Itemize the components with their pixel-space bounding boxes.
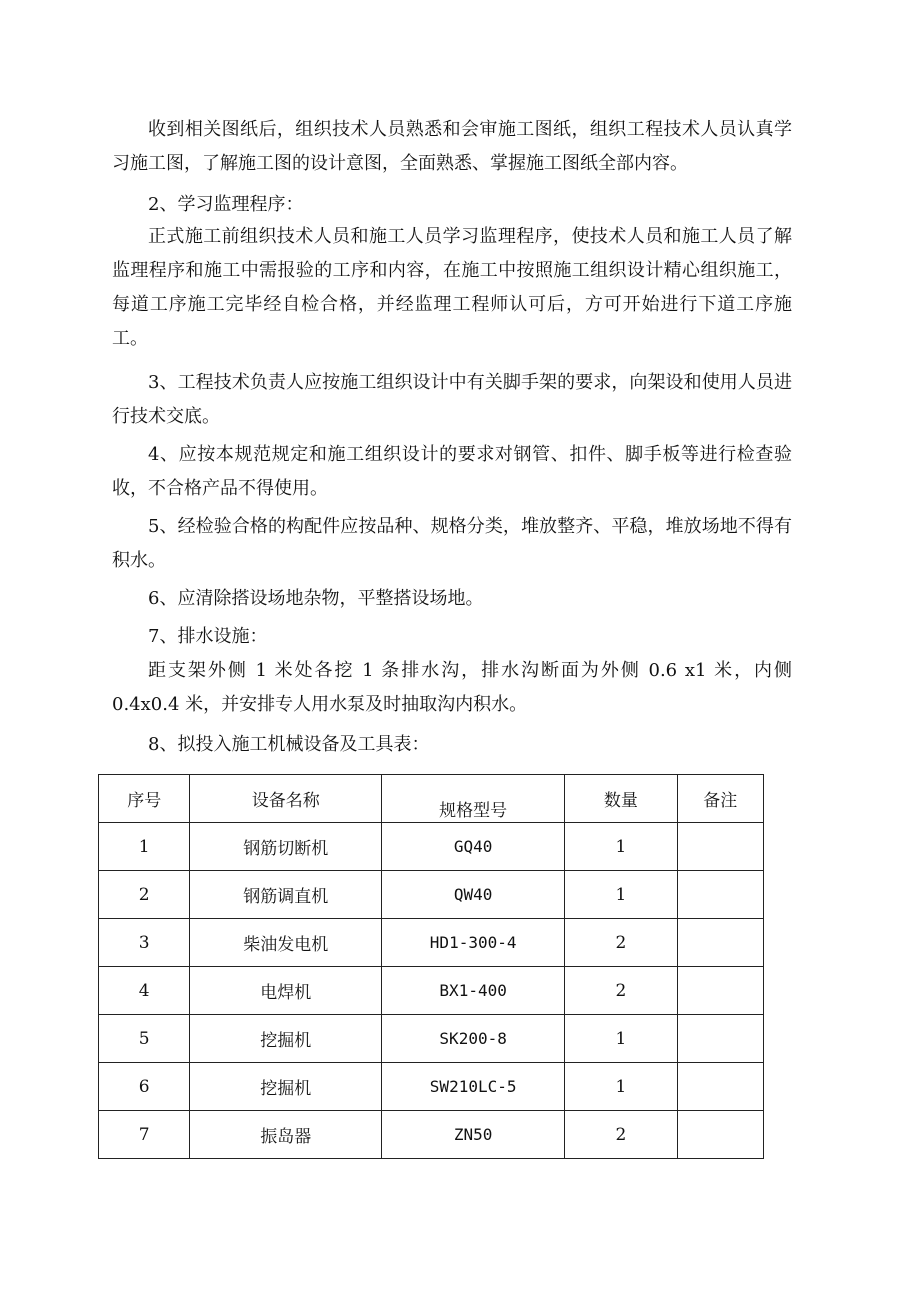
cell-remarks xyxy=(677,871,764,919)
heading-drainage: 7、排水设施： xyxy=(148,626,268,647)
cell-equipment-name: 钢筋调直机 xyxy=(190,871,382,919)
table-row xyxy=(99,823,764,871)
cell-quantity: 1 xyxy=(565,823,677,871)
cell-spec-model: GQ40 xyxy=(382,823,565,871)
paragraph-drainage: 距支架外侧 1 米处各挖 1 条排水沟，排水沟断面为外侧 0.6 x1 米，内侧 0.4x0.4 米，并安排专人用水泵及时抽取沟内积水。 xyxy=(112,660,792,715)
cell-seq: 6 xyxy=(99,1063,190,1111)
cell-spec-model: QW40 xyxy=(382,871,565,919)
cell-quantity: 1 xyxy=(565,1015,677,1063)
cell-seq: 2 xyxy=(99,871,190,919)
table-row xyxy=(99,967,764,1015)
paragraph-site-clearing: 6、应清除搭设场地杂物，平整搭设场地。 xyxy=(148,588,484,609)
cell-equipment-name: 钢筋切断机 xyxy=(190,823,382,871)
table-row xyxy=(99,871,764,919)
table-row xyxy=(99,919,764,967)
paragraph-material-inspection: 4、应按本规范规定和施工组织设计的要求对钢管、扣件、脚手板等进行检查验收，不合格产品不得使用。 xyxy=(112,444,792,499)
cell-equipment-name: 电焊机 xyxy=(190,967,382,1015)
paragraph-supervision-procedure: 正式施工前组织技术人员和施工人员学习监理程序，使技术人员和施工人员了解监理程序和施工中需报验的工序和内容，在施工中按照施工组织设计精心组织施工，每道工序施工完毕经自检合格，并经监理工程师认可后，方可开始进行下道工序施工。 xyxy=(112,226,792,349)
cell-spec-model: ZN50 xyxy=(382,1111,565,1159)
cell-remarks xyxy=(677,919,764,967)
header-seq: 序号 xyxy=(99,775,190,823)
cell-spec-model: HD1-300-4 xyxy=(382,919,565,967)
cell-quantity: 2 xyxy=(565,967,677,1015)
cell-seq: 4 xyxy=(99,967,190,1015)
cell-equipment-name: 挖掘机 xyxy=(190,1063,382,1111)
cell-seq: 7 xyxy=(99,1111,190,1159)
paragraph-technical-briefing: 3、工程技术负责人应按施工组织设计中有关脚手架的要求，向架设和使用人员进行技术交底。 xyxy=(112,372,792,427)
equipment-table xyxy=(98,774,764,1159)
cell-remarks xyxy=(677,823,764,871)
table-header-row xyxy=(99,775,764,823)
cell-remarks xyxy=(677,1111,764,1159)
header-spec-model xyxy=(382,775,565,823)
cell-quantity: 2 xyxy=(565,919,677,967)
cell-seq: 5 xyxy=(99,1015,190,1063)
cell-equipment-name: 柴油发电机 xyxy=(190,919,382,967)
table-row xyxy=(99,1111,764,1159)
table-row xyxy=(99,1015,764,1063)
cell-seq: 3 xyxy=(99,919,190,967)
header-remarks: 备注 xyxy=(677,775,764,823)
cell-remarks xyxy=(677,1063,764,1111)
cell-spec-model: SW210LC-5 xyxy=(382,1063,565,1111)
header-quantity: 数量 xyxy=(565,775,677,823)
cell-quantity: 1 xyxy=(565,871,677,919)
cell-quantity: 1 xyxy=(565,1063,677,1111)
cell-quantity: 2 xyxy=(565,1111,677,1159)
paragraph-drawing-review: 收到相关图纸后，组织技术人员熟悉和会审施工图纸，组织工程技术人员认真学习施工图，了解施工图的设计意图，全面熟悉、掌握施工图纸全部内容。 xyxy=(112,119,792,174)
cell-equipment-name: 振岛器 xyxy=(190,1111,382,1159)
paragraph-component-stacking: 5、经检验合格的构配件应按品种、规格分类，堆放整齐、平稳，堆放场地不得有积水。 xyxy=(112,516,792,571)
heading-equipment-table: 8、拟投入施工机械设备及工具表： xyxy=(148,734,430,755)
heading-supervision-procedure: 2、学习监理程序： xyxy=(148,194,304,215)
header-spec-model-label: 规格型号 xyxy=(439,801,508,821)
cell-spec-model: BX1-400 xyxy=(382,967,565,1015)
cell-seq: 1 xyxy=(99,823,190,871)
cell-remarks xyxy=(677,967,764,1015)
table-row xyxy=(99,1063,764,1111)
cell-remarks xyxy=(677,1015,764,1063)
cell-spec-model: SK200-8 xyxy=(382,1015,565,1063)
cell-equipment-name: 挖掘机 xyxy=(190,1015,382,1063)
header-equipment-name: 设备名称 xyxy=(190,775,382,823)
